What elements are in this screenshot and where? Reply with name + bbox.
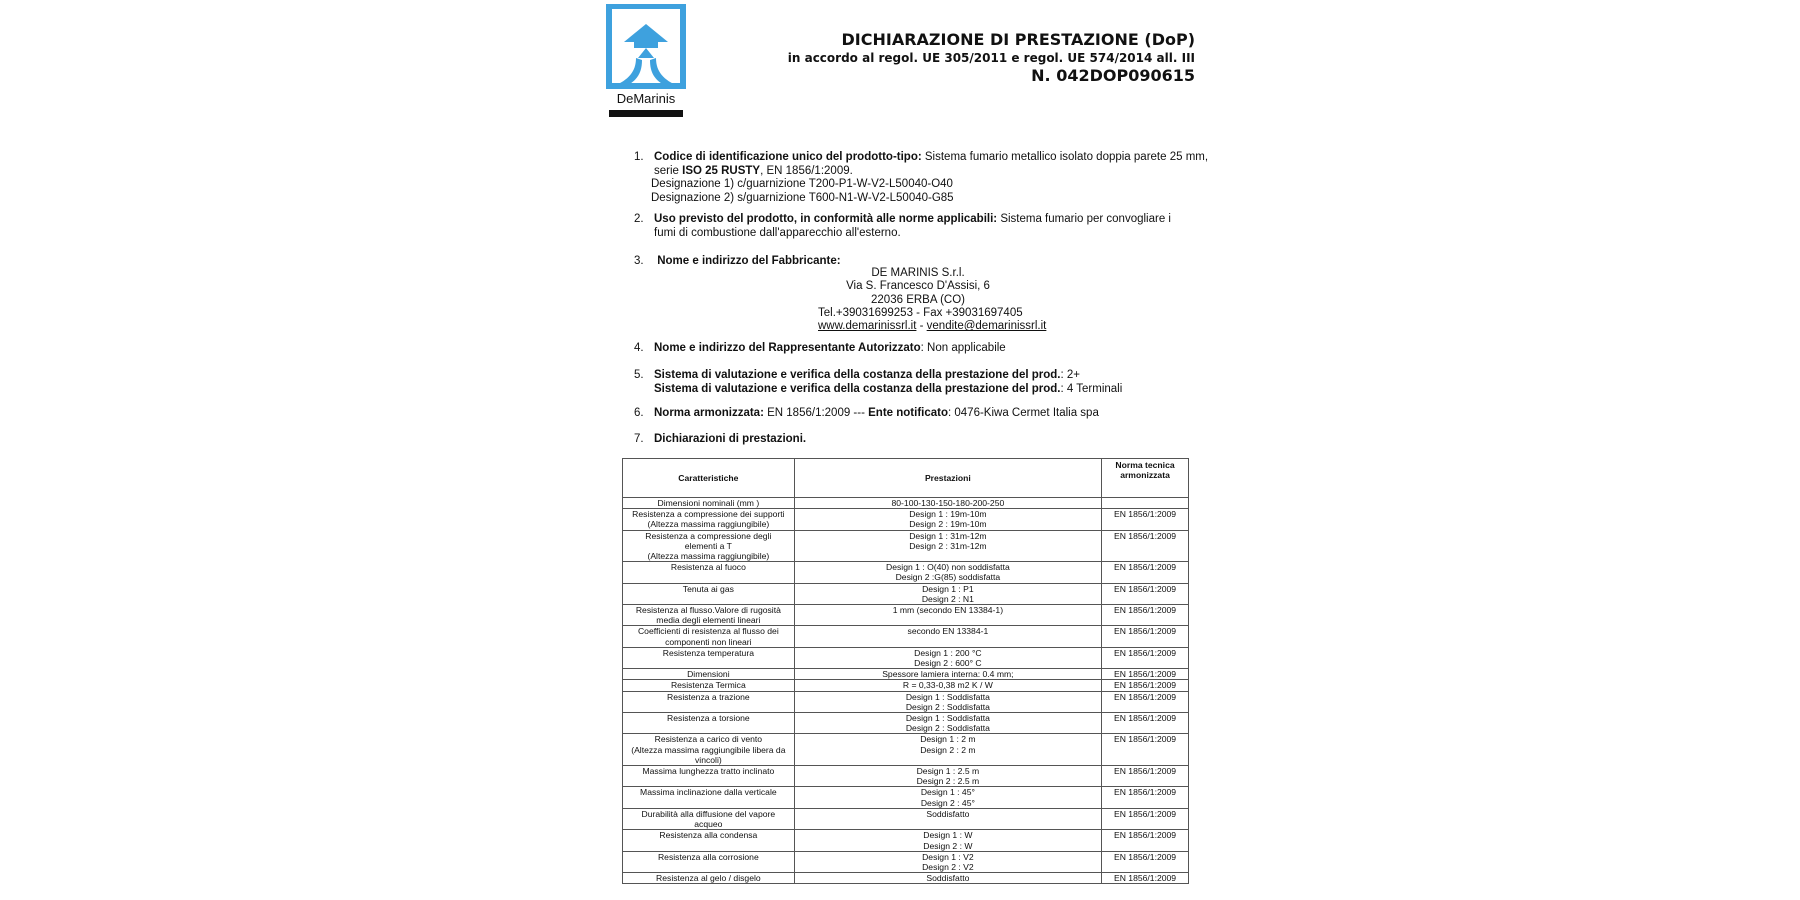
section-3 [634, 255, 841, 269]
section-5 [634, 369, 1122, 396]
table-row [623, 583, 1189, 604]
separator: - [916, 320, 927, 333]
characteristic-cell: Massima inclinazione dalla verticale [623, 787, 795, 808]
standard-cell: EN 1856/1:2009 [1102, 680, 1189, 691]
section-label: Dichiarazioni di prestazioni. [654, 433, 807, 445]
characteristic-cell: Resistenza a compressione dei supporti (Altezza massima raggiungibile) [623, 509, 795, 530]
section-text: : 4 Terminali [1060, 382, 1123, 395]
section-text: serie [654, 164, 683, 177]
performance-table [622, 458, 1189, 884]
document-number: N. 042DOP090615 [1031, 66, 1195, 85]
section-number: 2. [634, 213, 644, 225]
section-number: 3. [634, 255, 644, 267]
table-row [623, 530, 1189, 562]
document-subtitle: in accordo al regol. UE 305/2011 e regol. UE 574/2014 all. III [787, 51, 1195, 65]
table-row [623, 498, 1189, 509]
header-prestazioni: Prestazioni [794, 459, 1101, 498]
section-number: 6. [634, 407, 644, 419]
table-row [623, 766, 1189, 787]
table-row [623, 851, 1189, 872]
performance-cell: Design 1 : 200 °C Design 2 : 600° C [794, 647, 1101, 668]
table-row [623, 680, 1189, 691]
standard-cell: EN 1856/1:2009 [1102, 851, 1189, 872]
table-row [623, 669, 1189, 680]
standard-cell: EN 1856/1:2009 [1102, 509, 1189, 530]
performance-cell: Spessore lamiera interna: 0.4 mm; [794, 669, 1101, 680]
performance-cell: Design 1 : V2 Design 2 : V2 [794, 851, 1101, 872]
table-row [623, 787, 1189, 808]
phone-fax: Tel.+39031699253 - Fax +39031697405 [818, 306, 1023, 319]
section-label: Nome e indirizzo del Rappresentante Autorizzato [654, 342, 921, 354]
section-label: Codice di identificazione unico del prodotto-tipo: [654, 151, 922, 163]
characteristic-cell: Resistenza al gelo / disgelo [623, 873, 795, 884]
table-row [623, 808, 1189, 829]
section-7 [634, 433, 806, 447]
table-row [623, 734, 1189, 766]
characteristic-cell: Resistenza alla condensa [623, 830, 795, 851]
section-number: 1. [634, 151, 644, 163]
performance-cell: 80-100-130-150-180-200-250 [794, 498, 1101, 509]
characteristic-cell: Dimensioni nominali (mm ) [623, 498, 795, 509]
standard-cell: EN 1856/1:2009 [1102, 691, 1189, 712]
performance-cell: Design 1 : 19m-10m Design 2 : 19m-10m [794, 509, 1101, 530]
email-link[interactable]: vendite@demarinissrl.it [926, 320, 1047, 333]
standard-cell [1102, 498, 1189, 509]
performance-cell: Design 1 : 2.5 m Design 2 : 2.5 m [794, 766, 1101, 787]
company-name: DE MARINIS S.r.l. [871, 267, 965, 279]
standard-cell: EN 1856/1:2009 [1102, 873, 1189, 884]
designation-1: Designazione 1) c/guarnizione T200-P1-W-V2-L50040-O40 [651, 178, 953, 190]
standard-cell: EN 1856/1:2009 [1102, 647, 1189, 668]
characteristic-cell: Massima lunghezza tratto inclinato [623, 766, 795, 787]
section-2 [634, 213, 1171, 240]
section-label: Nome e indirizzo del Fabbricante: [657, 255, 841, 267]
svg-text:DeMarinis: DeMarinis [616, 91, 676, 106]
characteristic-cell: Dimensioni [623, 669, 795, 680]
street: Via S. Francesco D'Assisi, 6 [846, 280, 990, 293]
characteristic-cell: Tenuta ai gas [623, 583, 795, 604]
section-text: Sistema fumario per convogliare i [997, 213, 1171, 225]
standard-cell: EN 1856/1:2009 [1102, 808, 1189, 829]
section-text: Sistema fumario metallico isolato doppia parete 25 mm, [921, 151, 1209, 163]
characteristic-cell: Resistenza al fuoco [623, 562, 795, 583]
characteristic-cell: Resistenza alla corrosione [623, 851, 795, 872]
table-row [623, 562, 1189, 583]
section-text: fumi di combustione dall'apparecchio all'esterno. [654, 226, 901, 239]
standard-cell: EN 1856/1:2009 [1102, 562, 1189, 583]
performance-cell: Design 1 : W Design 2 : W [794, 830, 1101, 851]
characteristic-cell: Resistenza a carico di vento (Altezza massima raggiungibile libera da vincoli) [623, 734, 795, 766]
section-label: Sistema di valutazione e verifica della costanza della prestazione del prod. [654, 369, 1061, 381]
standard-cell: EN 1856/1:2009 [1102, 530, 1189, 562]
table-row [623, 713, 1189, 734]
characteristic-cell: Resistenza a torsione [623, 713, 795, 734]
table-row [623, 605, 1189, 626]
characteristic-cell: Durabilità alla diffusione del vapore acqueo [623, 808, 795, 829]
demarinis-logo [606, 4, 698, 122]
standard-cell: EN 1856/1:2009 [1102, 605, 1189, 626]
section-label: Uso previsto del prodotto, in conformità alle norme applicabili: [654, 213, 998, 225]
section-label: Ente notificato [868, 407, 948, 419]
section-1 [634, 151, 1208, 205]
characteristic-cell: Resistenza a trazione [623, 691, 795, 712]
performance-cell: secondo EN 13384-1 [794, 626, 1101, 647]
section-text: , EN 1856/1:2009. [760, 164, 853, 177]
website-link[interactable]: www.demarinissrl.it [818, 320, 917, 333]
product-series: ISO 25 RUSTY [682, 164, 761, 177]
section-label: Sistema di valutazione e verifica della costanza della prestazione del prod. [654, 382, 1061, 395]
standard-cell: EN 1856/1:2009 [1102, 766, 1189, 787]
performance-cell: Soddisfatto [794, 808, 1101, 829]
section-text: : Non applicabile [920, 342, 1006, 354]
manufacturer-address [818, 267, 1047, 333]
standard-cell: EN 1856/1:2009 [1102, 734, 1189, 766]
section-text: EN 1856/1:2009 --- [763, 407, 869, 419]
table-row [623, 509, 1189, 530]
characteristic-cell: Resistenza Termica [623, 680, 795, 691]
section-text: : 2+ [1060, 369, 1080, 381]
header-caratteristiche: Caratteristiche [623, 459, 795, 498]
performance-cell: R = 0,33-0,38 m2 K / W [794, 680, 1101, 691]
performance-cell: Design 1 : P1 Design 2 : N1 [794, 583, 1101, 604]
performance-cell: Design 1 : O(40) non soddisfatta Design 2 :G(85) soddisfatta [794, 562, 1101, 583]
performance-cell: Design 1 : 45° Design 2 : 45° [794, 787, 1101, 808]
performance-cell: 1 mm (secondo EN 13384-1) [794, 605, 1101, 626]
section-4 [634, 342, 1006, 356]
table-row [623, 873, 1189, 884]
characteristic-cell: Coefficienti di resistenza al flusso dei componenti non lineari [623, 626, 795, 647]
characteristic-cell: Resistenza temperatura [623, 647, 795, 668]
table-row [623, 691, 1189, 712]
table-row [623, 830, 1189, 851]
table-row [623, 647, 1189, 668]
section-number: 5. [634, 369, 644, 381]
table-header-row [623, 459, 1189, 498]
document-title: DICHIARAZIONE DI PRESTAZIONE (DoP) [841, 30, 1195, 49]
section-6 [634, 407, 1099, 421]
characteristic-cell: Resistenza al flusso.Valore di rugosità media degli elementi lineari [623, 605, 795, 626]
performance-cell: Design 1 : 2 m Design 2 : 2 m [794, 734, 1101, 766]
performance-cell: Design 1 : 31m-12m Design 2 : 31m-12m [794, 530, 1101, 562]
section-label: Norma armonizzata: [654, 407, 764, 419]
performance-cell: Design 1 : Soddisfatta Design 2 : Soddisfatta [794, 691, 1101, 712]
section-number: 7. [634, 433, 644, 445]
standard-cell: EN 1856/1:2009 [1102, 626, 1189, 647]
standard-cell: EN 1856/1:2009 [1102, 583, 1189, 604]
header-norma: Norma tecnica armonizzata [1102, 459, 1189, 498]
performance-cell: Design 1 : Soddisfatta Design 2 : Soddisfatta [794, 713, 1101, 734]
table-row [623, 626, 1189, 647]
section-number: 4. [634, 342, 644, 354]
standard-cell: EN 1856/1:2009 [1102, 787, 1189, 808]
section-text: : 0476-Kiwa Cermet Italia spa [948, 407, 1099, 419]
standard-cell: EN 1856/1:2009 [1102, 830, 1189, 851]
city: 22036 ERBA (CO) [871, 293, 965, 306]
standard-cell: EN 1856/1:2009 [1102, 669, 1189, 680]
designation-2: Designazione 2) s/guarnizione T600-N1-W-V2-L50040-G85 [651, 191, 954, 204]
characteristic-cell: Resistenza a compressione degli elementi a T (Altezza massima raggiungibile) [623, 530, 795, 562]
standard-cell: EN 1856/1:2009 [1102, 713, 1189, 734]
performance-cell: Soddisfatto [794, 873, 1101, 884]
